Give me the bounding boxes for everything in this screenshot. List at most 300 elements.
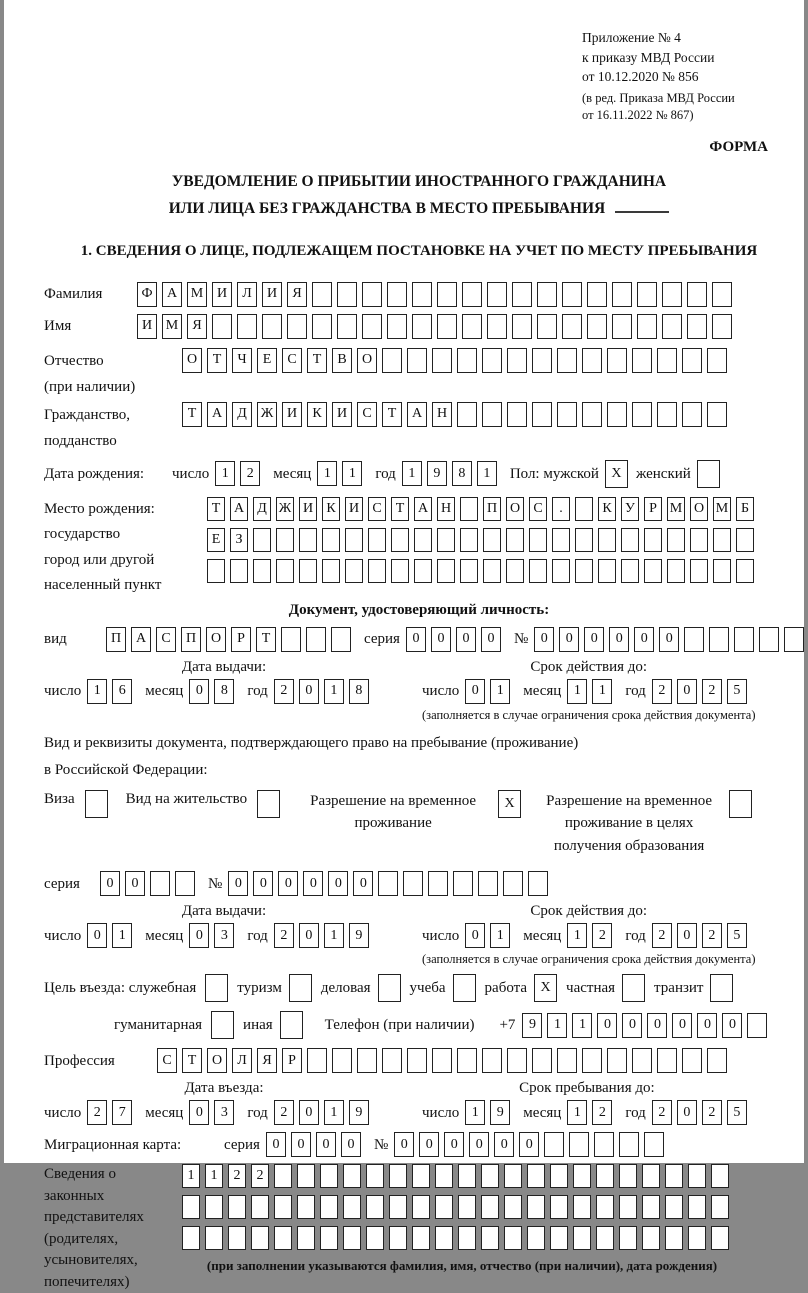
char-box[interactable]: А bbox=[407, 402, 427, 427]
char-box[interactable] bbox=[482, 1048, 502, 1073]
char-box[interactable] bbox=[331, 627, 351, 652]
char-box[interactable]: К bbox=[598, 497, 616, 521]
char-box[interactable]: Т bbox=[207, 497, 225, 521]
char-box[interactable]: А bbox=[131, 627, 151, 652]
char-box[interactable] bbox=[382, 1048, 402, 1073]
char-box[interactable] bbox=[621, 559, 639, 583]
doc-valid-day-boxes[interactable] bbox=[465, 679, 515, 704]
char-box[interactable] bbox=[537, 282, 557, 307]
char-box[interactable] bbox=[550, 1164, 568, 1188]
char-box[interactable] bbox=[587, 282, 607, 307]
char-box[interactable]: 2 bbox=[274, 679, 294, 704]
char-box[interactable] bbox=[412, 282, 432, 307]
char-box[interactable]: 0 bbox=[722, 1013, 742, 1038]
char-box[interactable] bbox=[587, 314, 607, 339]
birth-day-boxes[interactable] bbox=[215, 461, 265, 486]
char-box[interactable] bbox=[357, 1048, 377, 1073]
char-box[interactable] bbox=[632, 402, 652, 427]
char-box[interactable] bbox=[322, 528, 340, 552]
char-box[interactable]: 6 bbox=[112, 679, 132, 704]
char-box[interactable] bbox=[562, 282, 582, 307]
char-box[interactable] bbox=[366, 1195, 384, 1219]
char-box[interactable] bbox=[412, 1195, 430, 1219]
char-box[interactable] bbox=[662, 282, 682, 307]
char-box[interactable]: 9 bbox=[349, 1100, 369, 1125]
residence-permit-checkbox[interactable] bbox=[257, 790, 280, 818]
char-box[interactable] bbox=[642, 1195, 660, 1219]
char-box[interactable] bbox=[320, 1164, 338, 1188]
checkbox-cell[interactable] bbox=[697, 460, 720, 488]
char-box[interactable]: П bbox=[181, 627, 201, 652]
char-box[interactable]: 1 bbox=[567, 679, 587, 704]
char-box[interactable] bbox=[297, 1164, 315, 1188]
res-valid-day-boxes[interactable] bbox=[465, 923, 515, 948]
char-box[interactable] bbox=[575, 497, 593, 521]
char-box[interactable] bbox=[506, 528, 524, 552]
char-box[interactable] bbox=[759, 627, 779, 652]
char-box[interactable] bbox=[481, 1195, 499, 1219]
char-box[interactable] bbox=[713, 559, 731, 583]
char-box[interactable]: 8 bbox=[349, 679, 369, 704]
name-boxes[interactable] bbox=[137, 314, 737, 339]
char-box[interactable]: З bbox=[230, 528, 248, 552]
char-box[interactable] bbox=[458, 1226, 476, 1250]
char-box[interactable]: 0 bbox=[534, 627, 554, 652]
char-box[interactable] bbox=[458, 1195, 476, 1219]
purpose-private-checkbox[interactable] bbox=[622, 974, 645, 1002]
char-box[interactable] bbox=[182, 1226, 200, 1250]
char-box[interactable]: 0 bbox=[341, 1132, 361, 1157]
char-box[interactable] bbox=[709, 627, 729, 652]
char-box[interactable] bbox=[482, 348, 502, 373]
char-box[interactable] bbox=[736, 559, 754, 583]
char-box[interactable] bbox=[435, 1195, 453, 1219]
checkbox-cell[interactable] bbox=[453, 974, 476, 1002]
char-box[interactable] bbox=[632, 348, 652, 373]
char-box[interactable]: П bbox=[106, 627, 126, 652]
char-box[interactable] bbox=[682, 348, 702, 373]
char-box[interactable] bbox=[552, 528, 570, 552]
char-box[interactable] bbox=[253, 559, 271, 583]
char-box[interactable] bbox=[407, 1048, 427, 1073]
char-box[interactable]: 1 bbox=[215, 461, 235, 486]
char-box[interactable]: 0 bbox=[125, 871, 145, 896]
purpose-transit-checkbox[interactable] bbox=[710, 974, 733, 1002]
char-box[interactable]: 2 bbox=[652, 923, 672, 948]
char-box[interactable] bbox=[569, 1132, 589, 1157]
char-box[interactable] bbox=[594, 1132, 614, 1157]
char-box[interactable]: 0 bbox=[253, 871, 273, 896]
char-box[interactable] bbox=[230, 559, 248, 583]
char-box[interactable]: 1 bbox=[324, 923, 344, 948]
char-box[interactable] bbox=[366, 1226, 384, 1250]
char-box[interactable]: 0 bbox=[394, 1132, 414, 1157]
char-box[interactable] bbox=[644, 1132, 664, 1157]
char-box[interactable]: 2 bbox=[592, 1100, 612, 1125]
char-box[interactable]: 0 bbox=[677, 1100, 697, 1125]
phone-boxes[interactable] bbox=[522, 1013, 772, 1038]
char-box[interactable] bbox=[619, 1195, 637, 1219]
char-box[interactable] bbox=[391, 528, 409, 552]
char-box[interactable]: 0 bbox=[291, 1132, 311, 1157]
checkbox-cell[interactable] bbox=[280, 1011, 303, 1039]
char-box[interactable] bbox=[662, 314, 682, 339]
char-box[interactable] bbox=[175, 871, 195, 896]
doc-series-boxes[interactable] bbox=[406, 627, 506, 652]
char-box[interactable] bbox=[437, 559, 455, 583]
char-box[interactable]: Ж bbox=[276, 497, 294, 521]
checkbox-cell[interactable] bbox=[211, 1011, 234, 1039]
char-box[interactable] bbox=[428, 871, 448, 896]
birth-place-row1[interactable] bbox=[207, 497, 759, 521]
char-box[interactable]: 1 bbox=[205, 1164, 223, 1188]
char-box[interactable] bbox=[529, 528, 547, 552]
stay-day-boxes[interactable] bbox=[465, 1100, 515, 1125]
char-box[interactable]: У bbox=[621, 497, 639, 521]
char-box[interactable]: 0 bbox=[559, 627, 579, 652]
char-box[interactable]: 0 bbox=[353, 871, 373, 896]
char-box[interactable]: 9 bbox=[349, 923, 369, 948]
char-box[interactable] bbox=[598, 559, 616, 583]
res-valid-year-boxes[interactable] bbox=[652, 923, 752, 948]
char-box[interactable] bbox=[343, 1195, 361, 1219]
char-box[interactable]: М bbox=[187, 282, 207, 307]
char-box[interactable]: 1 bbox=[490, 679, 510, 704]
char-box[interactable] bbox=[262, 314, 282, 339]
checkbox-cell[interactable] bbox=[710, 974, 733, 1002]
char-box[interactable] bbox=[688, 1195, 706, 1219]
char-box[interactable] bbox=[387, 282, 407, 307]
char-box[interactable]: Д bbox=[232, 402, 252, 427]
mig-number-boxes[interactable] bbox=[394, 1132, 669, 1157]
char-box[interactable] bbox=[453, 871, 473, 896]
checkbox-cell[interactable] bbox=[205, 974, 228, 1002]
birth-year-boxes[interactable] bbox=[402, 461, 502, 486]
char-box[interactable]: 1 bbox=[402, 461, 422, 486]
char-box[interactable] bbox=[573, 1195, 591, 1219]
char-box[interactable] bbox=[182, 1195, 200, 1219]
char-box[interactable] bbox=[332, 1048, 352, 1073]
char-box[interactable] bbox=[276, 559, 294, 583]
visa-checkbox[interactable] bbox=[85, 790, 108, 818]
char-box[interactable] bbox=[550, 1195, 568, 1219]
char-box[interactable] bbox=[274, 1164, 292, 1188]
char-box[interactable]: И bbox=[299, 497, 317, 521]
char-box[interactable]: Ф bbox=[137, 282, 157, 307]
doc-issue-year-boxes[interactable] bbox=[274, 679, 374, 704]
char-box[interactable] bbox=[596, 1226, 614, 1250]
char-box[interactable] bbox=[642, 1164, 660, 1188]
char-box[interactable] bbox=[414, 528, 432, 552]
char-box[interactable] bbox=[507, 402, 527, 427]
char-box[interactable]: М bbox=[713, 497, 731, 521]
char-box[interactable] bbox=[529, 559, 547, 583]
char-box[interactable] bbox=[504, 1195, 522, 1219]
char-box[interactable] bbox=[337, 314, 357, 339]
char-box[interactable]: 5 bbox=[727, 923, 747, 948]
char-box[interactable]: 8 bbox=[452, 461, 472, 486]
char-box[interactable] bbox=[150, 871, 170, 896]
char-box[interactable]: 1 bbox=[567, 1100, 587, 1125]
char-box[interactable] bbox=[276, 528, 294, 552]
char-box[interactable]: 0 bbox=[519, 1132, 539, 1157]
char-box[interactable] bbox=[237, 314, 257, 339]
char-box[interactable]: Д bbox=[253, 497, 271, 521]
char-box[interactable]: 0 bbox=[406, 627, 426, 652]
char-box[interactable]: С bbox=[357, 402, 377, 427]
char-box[interactable]: С bbox=[368, 497, 386, 521]
checkbox-cell[interactable] bbox=[729, 790, 752, 818]
char-box[interactable] bbox=[437, 314, 457, 339]
char-box[interactable]: 0 bbox=[465, 923, 485, 948]
char-box[interactable] bbox=[667, 528, 685, 552]
char-box[interactable] bbox=[562, 314, 582, 339]
res-issue-month-boxes[interactable] bbox=[189, 923, 239, 948]
char-box[interactable]: О bbox=[357, 348, 377, 373]
char-box[interactable] bbox=[632, 1048, 652, 1073]
char-box[interactable] bbox=[619, 1132, 639, 1157]
char-box[interactable] bbox=[644, 559, 662, 583]
char-box[interactable] bbox=[575, 559, 593, 583]
char-box[interactable] bbox=[251, 1226, 269, 1250]
rvp-checkbox[interactable] bbox=[498, 790, 521, 818]
char-box[interactable] bbox=[528, 871, 548, 896]
char-box[interactable]: Т bbox=[382, 402, 402, 427]
char-box[interactable] bbox=[619, 1226, 637, 1250]
char-box[interactable]: С bbox=[157, 1048, 177, 1073]
char-box[interactable] bbox=[607, 402, 627, 427]
char-box[interactable]: Т bbox=[182, 402, 202, 427]
doc-valid-year-boxes[interactable] bbox=[652, 679, 752, 704]
char-box[interactable]: 0 bbox=[228, 871, 248, 896]
char-box[interactable]: 1 bbox=[592, 679, 612, 704]
char-box[interactable]: Т bbox=[207, 348, 227, 373]
char-box[interactable] bbox=[362, 314, 382, 339]
char-box[interactable]: 1 bbox=[567, 923, 587, 948]
char-box[interactable]: 1 bbox=[490, 923, 510, 948]
doc-type-boxes[interactable] bbox=[106, 627, 356, 652]
char-box[interactable] bbox=[389, 1195, 407, 1219]
char-box[interactable] bbox=[299, 528, 317, 552]
char-box[interactable] bbox=[460, 528, 478, 552]
purpose-humanitarian-checkbox[interactable] bbox=[211, 1011, 234, 1039]
char-box[interactable] bbox=[482, 402, 502, 427]
char-box[interactable]: И bbox=[262, 282, 282, 307]
char-box[interactable] bbox=[507, 348, 527, 373]
char-box[interactable]: 0 bbox=[697, 1013, 717, 1038]
char-box[interactable]: Р bbox=[644, 497, 662, 521]
char-box[interactable]: 2 bbox=[702, 1100, 722, 1125]
char-box[interactable] bbox=[642, 1226, 660, 1250]
char-box[interactable]: 0 bbox=[431, 627, 451, 652]
checkbox-cell[interactable]: X bbox=[605, 460, 628, 488]
char-box[interactable]: 1 bbox=[477, 461, 497, 486]
char-box[interactable]: Ч bbox=[232, 348, 252, 373]
res-number-boxes[interactable] bbox=[228, 871, 553, 896]
char-box[interactable] bbox=[228, 1226, 246, 1250]
char-box[interactable] bbox=[457, 1048, 477, 1073]
char-box[interactable] bbox=[637, 282, 657, 307]
char-box[interactable] bbox=[503, 871, 523, 896]
char-box[interactable]: С bbox=[529, 497, 547, 521]
char-box[interactable] bbox=[607, 1048, 627, 1073]
char-box[interactable]: Е bbox=[207, 528, 225, 552]
char-box[interactable] bbox=[205, 1195, 223, 1219]
purpose-tourism-checkbox[interactable] bbox=[289, 974, 312, 1002]
char-box[interactable] bbox=[657, 348, 677, 373]
char-box[interactable] bbox=[483, 528, 501, 552]
blank-line[interactable] bbox=[615, 197, 669, 213]
entry-year-boxes[interactable] bbox=[274, 1100, 374, 1125]
char-box[interactable]: 2 bbox=[274, 923, 294, 948]
doc-valid-month-boxes[interactable] bbox=[567, 679, 617, 704]
char-box[interactable]: С bbox=[156, 627, 176, 652]
char-box[interactable] bbox=[414, 559, 432, 583]
stay-month-boxes[interactable] bbox=[567, 1100, 617, 1125]
res-issue-day-boxes[interactable] bbox=[87, 923, 137, 948]
char-box[interactable]: Н bbox=[432, 402, 452, 427]
char-box[interactable] bbox=[684, 627, 704, 652]
char-box[interactable] bbox=[322, 559, 340, 583]
char-box[interactable] bbox=[287, 314, 307, 339]
char-box[interactable]: 0 bbox=[278, 871, 298, 896]
char-box[interactable]: 5 bbox=[727, 679, 747, 704]
char-box[interactable] bbox=[366, 1164, 384, 1188]
char-box[interactable]: 0 bbox=[189, 1100, 209, 1125]
char-box[interactable]: 0 bbox=[456, 627, 476, 652]
char-box[interactable] bbox=[665, 1226, 683, 1250]
char-box[interactable] bbox=[487, 314, 507, 339]
surname-boxes[interactable] bbox=[137, 282, 737, 307]
char-box[interactable] bbox=[389, 1164, 407, 1188]
char-box[interactable] bbox=[345, 559, 363, 583]
birth-place-row3[interactable] bbox=[207, 559, 759, 583]
char-box[interactable]: М bbox=[667, 497, 685, 521]
char-box[interactable] bbox=[412, 1164, 430, 1188]
char-box[interactable]: 9 bbox=[490, 1100, 510, 1125]
checkbox-cell[interactable] bbox=[378, 974, 401, 1002]
char-box[interactable]: 0 bbox=[316, 1132, 336, 1157]
checkbox-cell[interactable] bbox=[257, 790, 280, 818]
char-box[interactable]: Ж bbox=[257, 402, 277, 427]
char-box[interactable] bbox=[297, 1195, 315, 1219]
char-box[interactable] bbox=[544, 1132, 564, 1157]
char-box[interactable] bbox=[504, 1226, 522, 1250]
char-box[interactable] bbox=[682, 402, 702, 427]
purpose-study-checkbox[interactable] bbox=[453, 974, 476, 1002]
char-box[interactable]: 1 bbox=[547, 1013, 567, 1038]
char-box[interactable] bbox=[707, 348, 727, 373]
char-box[interactable]: Р bbox=[231, 627, 251, 652]
char-box[interactable]: О bbox=[207, 1048, 227, 1073]
char-box[interactable] bbox=[481, 1164, 499, 1188]
char-box[interactable] bbox=[532, 348, 552, 373]
patronymic-boxes[interactable] bbox=[182, 348, 732, 373]
char-box[interactable]: 7 bbox=[112, 1100, 132, 1125]
char-box[interactable]: 2 bbox=[87, 1100, 107, 1125]
checkbox-cell[interactable] bbox=[289, 974, 312, 1002]
char-box[interactable]: 5 bbox=[727, 1100, 747, 1125]
birth-place-row2[interactable] bbox=[207, 528, 759, 552]
char-box[interactable]: О bbox=[506, 497, 524, 521]
char-box[interactable] bbox=[713, 528, 731, 552]
char-box[interactable]: Я bbox=[187, 314, 207, 339]
char-box[interactable] bbox=[552, 559, 570, 583]
checkbox-cell[interactable]: X bbox=[498, 790, 521, 818]
char-box[interactable]: И bbox=[332, 402, 352, 427]
representatives-row3[interactable] bbox=[182, 1226, 742, 1250]
char-box[interactable] bbox=[368, 528, 386, 552]
char-box[interactable]: 1 bbox=[182, 1164, 200, 1188]
char-box[interactable] bbox=[368, 559, 386, 583]
char-box[interactable] bbox=[478, 871, 498, 896]
char-box[interactable] bbox=[312, 314, 332, 339]
res-issue-year-boxes[interactable] bbox=[274, 923, 374, 948]
checkbox-cell[interactable] bbox=[85, 790, 108, 818]
doc-issue-day-boxes[interactable] bbox=[87, 679, 137, 704]
char-box[interactable]: М bbox=[162, 314, 182, 339]
char-box[interactable] bbox=[507, 1048, 527, 1073]
char-box[interactable] bbox=[382, 348, 402, 373]
char-box[interactable]: 0 bbox=[303, 871, 323, 896]
char-box[interactable]: Я bbox=[287, 282, 307, 307]
char-box[interactable] bbox=[512, 282, 532, 307]
char-box[interactable] bbox=[532, 402, 552, 427]
char-box[interactable]: 0 bbox=[299, 1100, 319, 1125]
char-box[interactable]: 0 bbox=[469, 1132, 489, 1157]
char-box[interactable]: 0 bbox=[677, 923, 697, 948]
birth-month-boxes[interactable] bbox=[317, 461, 367, 486]
char-box[interactable]: Л bbox=[232, 1048, 252, 1073]
char-box[interactable]: 0 bbox=[189, 923, 209, 948]
char-box[interactable] bbox=[391, 559, 409, 583]
char-box[interactable]: 9 bbox=[522, 1013, 542, 1038]
res-valid-month-boxes[interactable] bbox=[567, 923, 617, 948]
entry-month-boxes[interactable] bbox=[189, 1100, 239, 1125]
stay-year-boxes[interactable] bbox=[652, 1100, 752, 1125]
char-box[interactable]: А bbox=[414, 497, 432, 521]
char-box[interactable] bbox=[274, 1226, 292, 1250]
char-box[interactable]: . bbox=[552, 497, 570, 521]
char-box[interactable]: 0 bbox=[622, 1013, 642, 1038]
char-box[interactable]: 0 bbox=[465, 679, 485, 704]
char-box[interactable] bbox=[682, 1048, 702, 1073]
char-box[interactable]: 1 bbox=[324, 679, 344, 704]
char-box[interactable] bbox=[527, 1164, 545, 1188]
char-box[interactable] bbox=[598, 528, 616, 552]
char-box[interactable]: П bbox=[483, 497, 501, 521]
char-box[interactable] bbox=[437, 528, 455, 552]
char-box[interactable] bbox=[667, 559, 685, 583]
char-box[interactable]: 0 bbox=[419, 1132, 439, 1157]
char-box[interactable]: 2 bbox=[652, 679, 672, 704]
char-box[interactable] bbox=[205, 1226, 223, 1250]
purpose-work-checkbox[interactable] bbox=[534, 974, 557, 1002]
char-box[interactable] bbox=[458, 1164, 476, 1188]
char-box[interactable] bbox=[711, 1195, 729, 1219]
char-box[interactable]: 0 bbox=[659, 627, 679, 652]
char-box[interactable] bbox=[343, 1226, 361, 1250]
char-box[interactable]: 2 bbox=[274, 1100, 294, 1125]
char-box[interactable]: 3 bbox=[214, 1100, 234, 1125]
sex-male-checkbox[interactable] bbox=[605, 460, 628, 488]
char-box[interactable] bbox=[251, 1195, 269, 1219]
char-box[interactable]: К bbox=[307, 402, 327, 427]
char-box[interactable] bbox=[688, 1226, 706, 1250]
rvp-edu-checkbox[interactable] bbox=[729, 790, 752, 818]
char-box[interactable] bbox=[337, 282, 357, 307]
char-box[interactable] bbox=[575, 528, 593, 552]
